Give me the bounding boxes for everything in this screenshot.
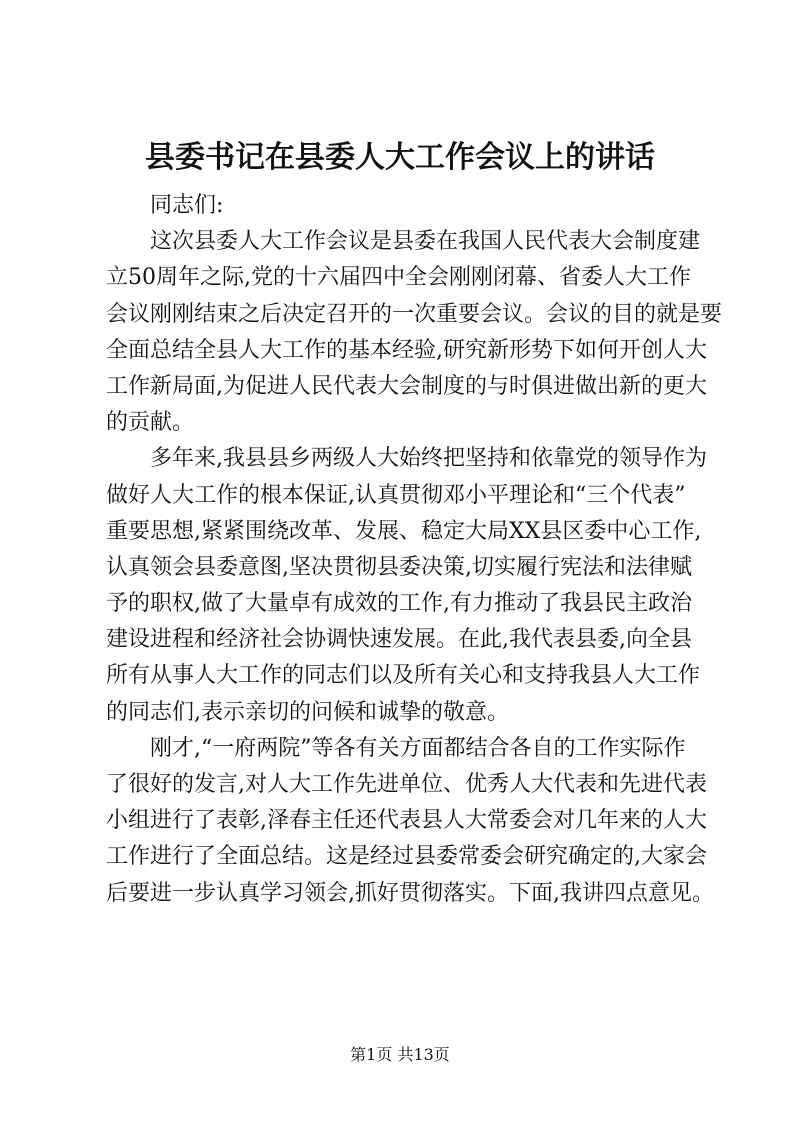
paragraph-3 [106,731,714,912]
paragraph-line: 重要思想,紧紧围绕改革、发展、稳定大局XX县区委中心工作, [106,518,702,544]
page-number: 第1页 共13页 [350,1045,450,1064]
paragraph-line: 认真领会县委意图,坚决贯彻县委决策,切实履行宪法和法律赋 [106,554,692,580]
paragraph-line: 全面总结全县人大工作的基本经验,研究新形势下如何开创人大 [106,337,707,363]
paragraph-line: 的贡献。 [106,410,195,436]
paragraph-line: 建设进程和经济社会协调快速发展。在此,我代表县委,向全县 [106,627,692,653]
paragraph-line: 的同志们,表示亲切的问候和诚挚的敬意。 [106,699,509,725]
paragraph-line: 多年来,我县县乡两级人大始终把坚持和依靠党的领导作为 [150,446,707,472]
document-body [106,188,723,912]
paragraph-line: 所有从事人大工作的同志们以及所有关心和支持我县人大工作 [106,663,701,689]
paragraph-line: 予的职权,做了大量卓有成效的工作,有力推动了我县民主政治 [106,591,692,617]
paragraph-line: 会议刚刚结束之后决定召开的一次重要会议。会议的目的就是要 [106,301,723,327]
paragraph-line: 做好人大工作的根本保证,认真贯彻邓小平理论和“三个代表” [106,482,686,508]
paragraph-line: 后要进一步认真学习领会,抓好贯彻落实。下面,我讲四点意见。 [106,880,714,906]
paragraph-1 [106,224,723,441]
salutation: 同志们: [150,193,224,218]
paragraph-2 [106,441,706,731]
paragraph-line: 工作进行了全面总结。这是经过县委常委会研究确定的,大家会 [106,844,707,870]
paragraph-line: 工作新局面,为促进人民代表大会制度的与时俱进做出新的更大 [106,373,707,399]
paragraph-line: 小组进行了表彰,泽春主任还代表县人大常委会对几年来的人大 [106,808,707,834]
paragraph-line: 刚才,“一府两院”等各有关方面都结合各自的工作实际作 [150,735,686,761]
paragraph-line: 这次县委人大工作会议是县委在我国人民代表大会制度建 [150,229,701,255]
page-title: 县委书记在县委人大工作会议上的讲话 [145,140,655,175]
paragraph-line: 立50周年之际,党的十六届四中全会刚刚闭幕、省委人大工作 [106,265,691,291]
paragraph-line: 了很好的发言,对人大工作先进单位、优秀人大代表和先进代表 [106,772,707,797]
